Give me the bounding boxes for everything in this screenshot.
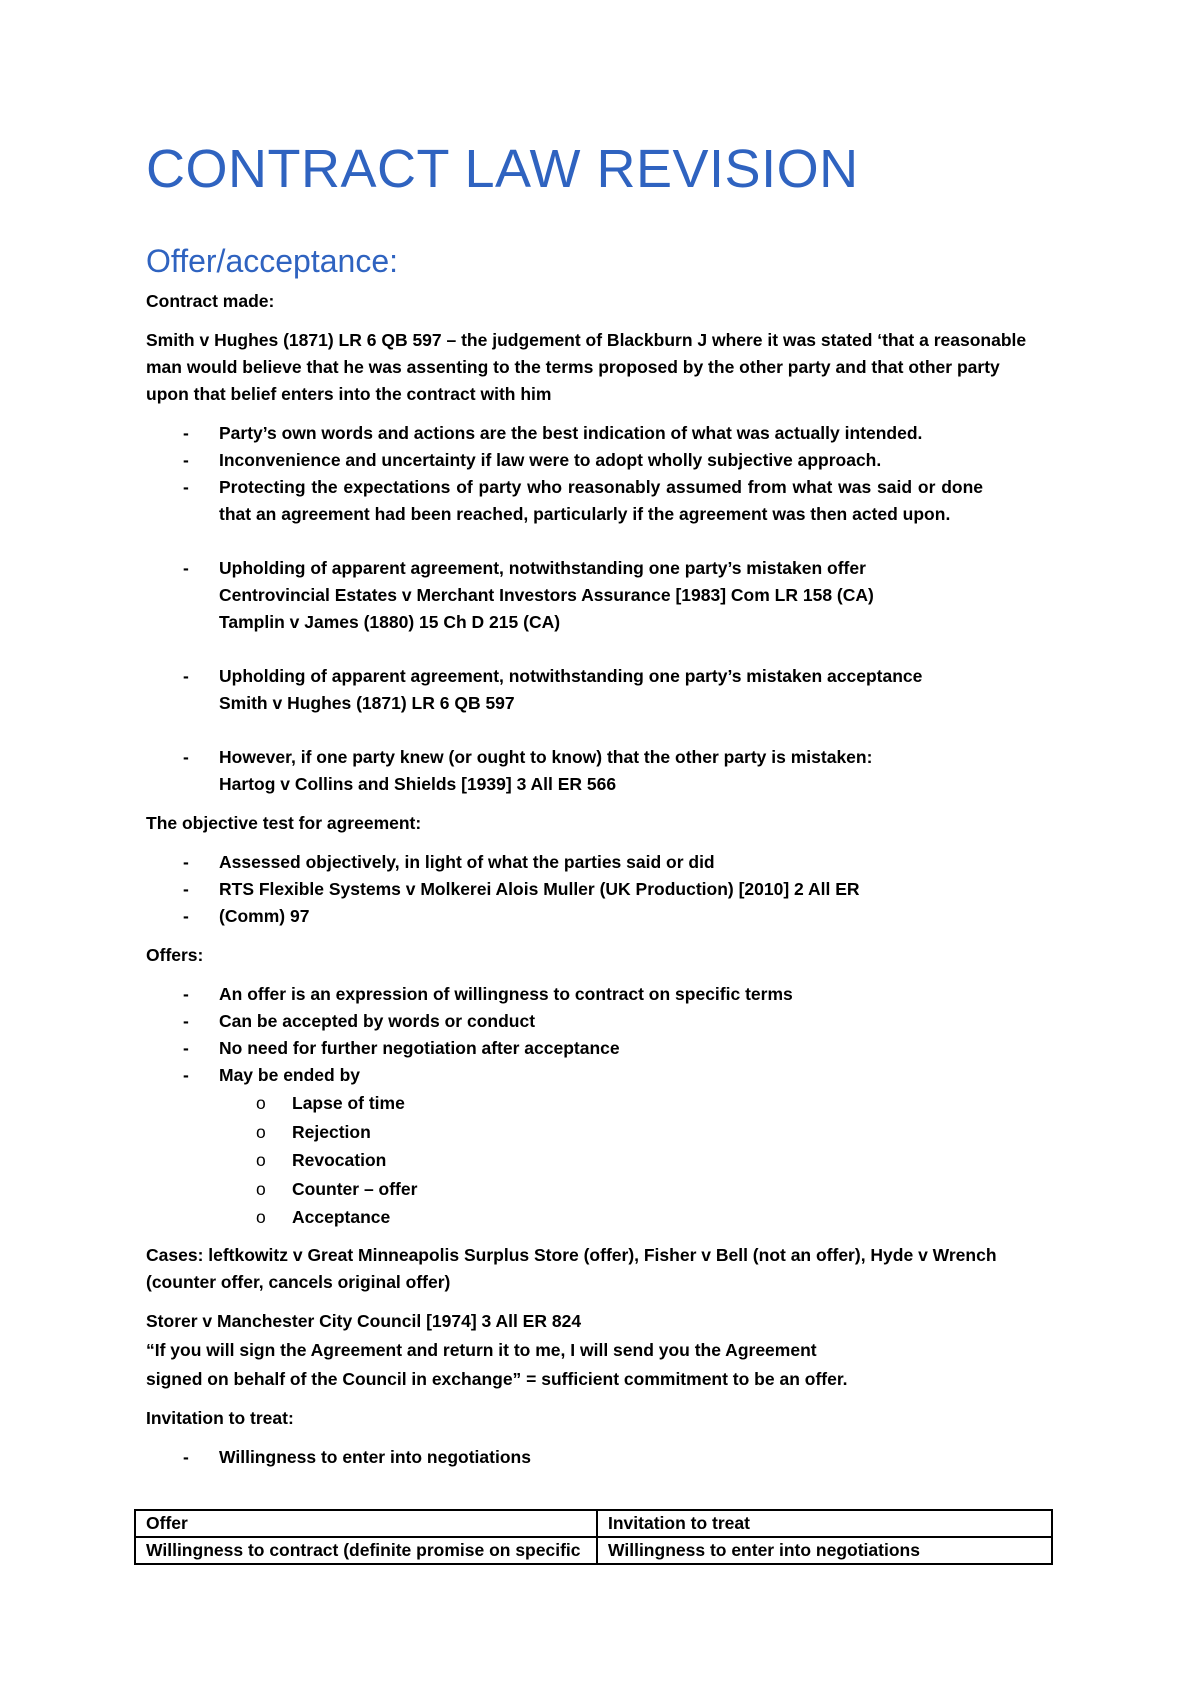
list-item: - Party’s own words and actions are the best indication of what was actually intended.: [146, 420, 1046, 447]
circle-bullet: o: [256, 1178, 266, 1199]
dash-bullet: -: [183, 423, 189, 443]
dash-bullet: -: [183, 1038, 189, 1058]
table-header-cell: Offer: [135, 1510, 597, 1537]
list-item: - Assessed objectively, in light of what the parties said or did: [146, 849, 1046, 876]
circle-bullet: o: [256, 1121, 266, 1142]
case-citation: Tamplin v James (1880) 15 Ch D 215 (CA): [219, 612, 561, 632]
objective-list: [146, 849, 1046, 930]
offers-list: [146, 981, 1046, 1089]
list-item: - Willingness to enter into negotiations: [146, 1444, 1046, 1471]
list-item: - (Comm) 97: [146, 903, 1046, 930]
reasons-list: [146, 420, 1046, 798]
dash-bullet: -: [183, 1011, 189, 1031]
storer-case: Storer v Manchester City Council [1974] 3 All ER 824: [146, 1310, 582, 1331]
invitation-label: Invitation to treat:: [146, 1407, 294, 1428]
list-item: - Upholding of apparent agreement, notwithstanding one party’s mistaken offer Centrovincial Estates v Merchant Investors Assurance [1983] Com LR 158 (CA) Tamplin v James (1880) 15 Ch D 215 (CA): [146, 555, 1046, 636]
page-title: CONTRACT LAW REVISION: [146, 139, 859, 199]
comparison-table: [134, 1509, 1053, 1565]
dash-bullet: -: [183, 477, 189, 497]
sub-list-item: o Rejection: [146, 1118, 1046, 1147]
document-body: [146, 288, 1046, 1483]
dash-bullet: -: [183, 450, 189, 470]
list-item: - No need for further negotiation after acceptance: [146, 1035, 1046, 1062]
circle-bullet: o: [256, 1093, 266, 1113]
sub-list-item: o Acceptance: [146, 1203, 1046, 1232]
case-citation: Centrovincial Estates v Merchant Investors Assurance [1983] Com LR 158 (CA): [219, 585, 874, 605]
table-row: [135, 1537, 1052, 1564]
section-heading: Offer/acceptance:: [146, 243, 398, 279]
dash-bullet: -: [183, 852, 189, 872]
list-item: - Upholding of apparent agreement, notwithstanding one party’s mistaken acceptance Smith v Hughes (1871) LR 6 QB 597: [146, 663, 1046, 717]
contract-made-label: Contract made:: [146, 291, 275, 311]
list-item: - Inconvenience and uncertainty if law were to adopt wholly subjective approach.: [146, 447, 1046, 474]
list-item: - Can be accepted by words or conduct: [146, 1008, 1046, 1035]
dash-bullet: -: [183, 1446, 189, 1467]
objective-test-label: The objective test for agreement:: [146, 813, 422, 833]
dash-bullet: -: [183, 558, 189, 578]
table-header-row: [135, 1510, 1052, 1537]
table-cell: Willingness to enter into negotiations: [597, 1537, 1052, 1564]
dash-bullet: -: [183, 1065, 189, 1085]
dash-bullet: -: [183, 984, 189, 1004]
storer-quote-line-1: “If you will sign the Agreement and return it to me, I will send you the Agreement: [146, 1339, 817, 1360]
invitation-list: [146, 1444, 1046, 1471]
circle-bullet: o: [256, 1150, 266, 1170]
list-item: - RTS Flexible Systems v Molkerei Alois Muller (UK Production) [2010] 2 All ER: [146, 876, 1046, 903]
table-cell: Willingness to contract (definite promise on specific: [135, 1537, 597, 1564]
offers-label: Offers:: [146, 945, 204, 965]
smith-paragraph: Smith v Hughes (1871) LR 6 QB 597 – the judgement of Blackburn J where it was stated ‘that a reasonable man would believe that he was assenting to the terms proposed by the other party and that other party upon that belief enters into the contract with him: [146, 330, 1027, 404]
cases-paragraph: Cases: leftkowitz v Great Minneapolis Surplus Store (offer), Fisher v Bell (not an offer), Hyde v Wrench (counter offer, cancels original offer): [146, 1244, 997, 1292]
sub-list-item: o Revocation: [146, 1146, 1046, 1175]
dash-bullet: -: [183, 906, 189, 926]
list-item: - May be ended by: [146, 1062, 1046, 1089]
sub-list-item: o Counter – offer: [146, 1175, 1046, 1204]
list-item: - Protecting the expectations of party who reasonably assumed from what was said or done that an agreement had been reached, particularly if the agreement was then acted upon.: [146, 474, 1046, 528]
case-citation: Hartog v Collins and Shields [1939] 3 All ER 566: [219, 774, 617, 794]
dash-bullet: -: [183, 879, 189, 899]
dash-bullet: -: [183, 666, 189, 686]
list-item: - However, if one party knew (or ought to know) that the other party is mistaken: Hartog v Collins and Shields [1939] 3 All ER 566: [146, 744, 1046, 798]
list-item: - An offer is an expression of willingness to contract on specific terms: [146, 981, 1046, 1008]
table-header-cell: Invitation to treat: [597, 1510, 1052, 1537]
dash-bullet: -: [183, 747, 189, 767]
storer-quote-line-2: signed on behalf of the Council in exchange” = sufficient commitment to be an offer.: [146, 1368, 848, 1389]
circle-bullet: o: [256, 1207, 266, 1227]
case-citation: Smith v Hughes (1871) LR 6 QB 597: [219, 693, 515, 713]
sub-list-item: o Lapse of time: [146, 1089, 1046, 1118]
ended-by-list: [146, 1089, 1046, 1232]
